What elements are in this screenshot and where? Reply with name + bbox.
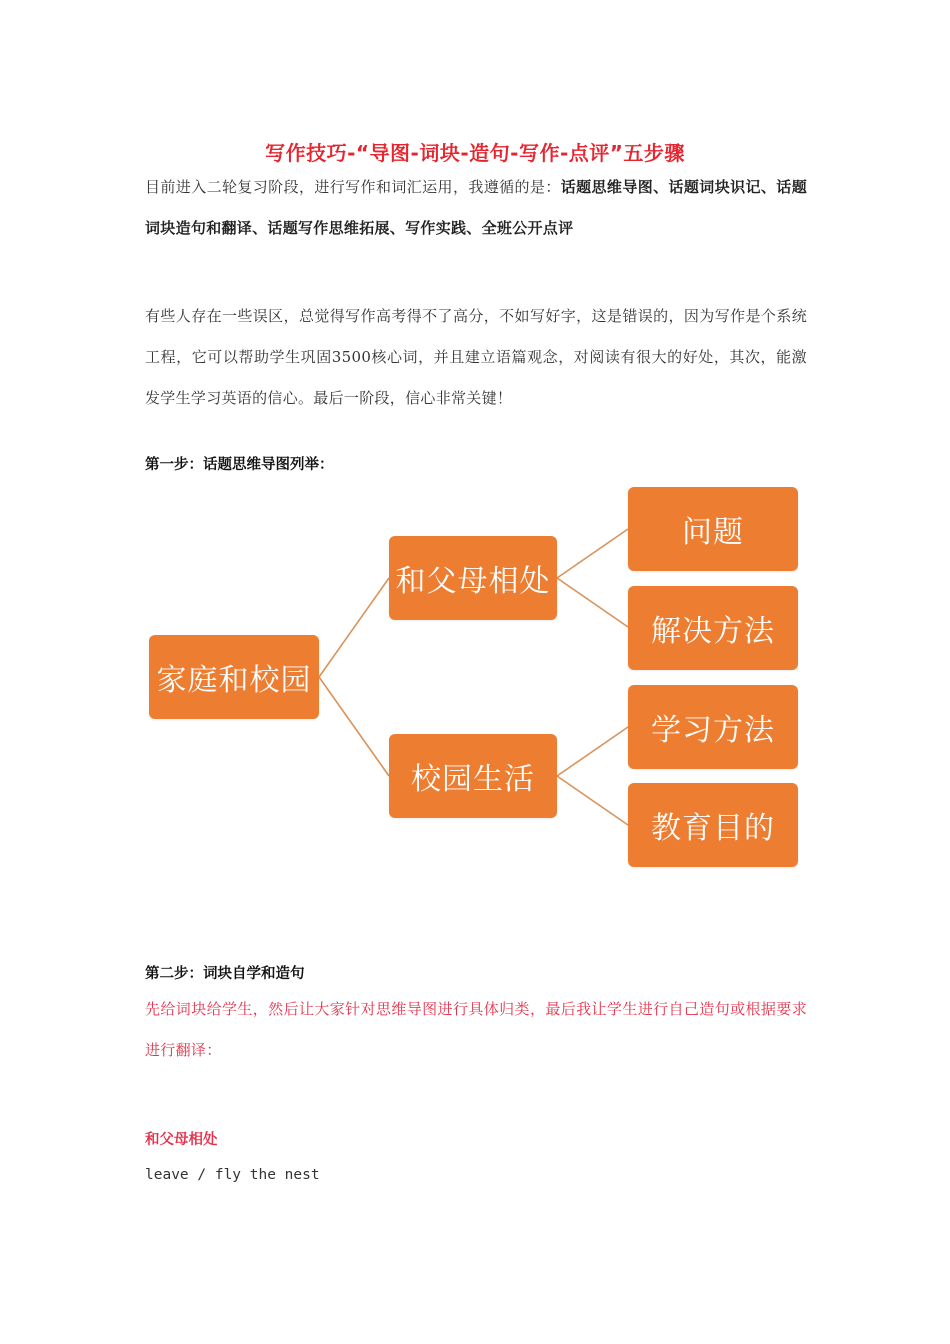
step1-heading: 第一步：话题思维导图列举： <box>145 457 334 473</box>
mindmap-leaf-node: 学习方法 <box>628 685 798 769</box>
step2-instructions: 先给词块给学生，然后让大家针对思维导图进行具体归类，最后我让学生进行自己造句或根据要求进行翻译： <box>145 1000 807 1059</box>
page-title: 写作技巧-“导图-词块-造句-写作-点评”五步骤 <box>265 141 685 165</box>
mindmap-branch2-node: 校园生活 <box>389 734 557 818</box>
connector-branch2-child1 <box>557 727 628 776</box>
connector-branch2-child2 <box>557 776 628 825</box>
body-paragraph: 有些人存在一些误区，总觉得写作高考得不了高分，不如写好字，这是错误的，因为写作是个系统工程，它可以帮助学生巩固3500核心词，并且建立语篇观念，对阅读有很大的好处，其次，能激发学生学习英语的信心。最后一阶段，信心非常关键！ <box>145 307 807 407</box>
connector-branch1-child2 <box>557 578 628 627</box>
section-heading: 和父母相处 <box>145 1132 218 1148</box>
step2-heading: 第二步：词块自学和造句 <box>145 966 305 982</box>
mindmap-leaf-node: 问题 <box>628 487 798 571</box>
mindmap-leaf-node: 解决方法 <box>628 586 798 670</box>
mindmap-branch1-node: 和父母相处 <box>389 536 557 620</box>
connector-branch1-child1 <box>557 529 628 578</box>
intro-steps-bold: 话题思维导图、话题词块识记、话题词块造句和翻译、话题写作思维拓展、写作实践、全班公开点评 <box>145 178 807 237</box>
connector-root-branch1 <box>319 578 389 677</box>
phrase-item: leave / fly the nest <box>145 1167 320 1183</box>
mindmap-leaf-node: 教育目的 <box>628 783 798 867</box>
intro-text: 目前进入二轮复习阶段，进行写作和词汇运用，我遵循的是： <box>145 178 561 196</box>
connector-root-branch2 <box>319 677 389 776</box>
mindmap-root-node: 家庭和校园 <box>149 635 319 719</box>
